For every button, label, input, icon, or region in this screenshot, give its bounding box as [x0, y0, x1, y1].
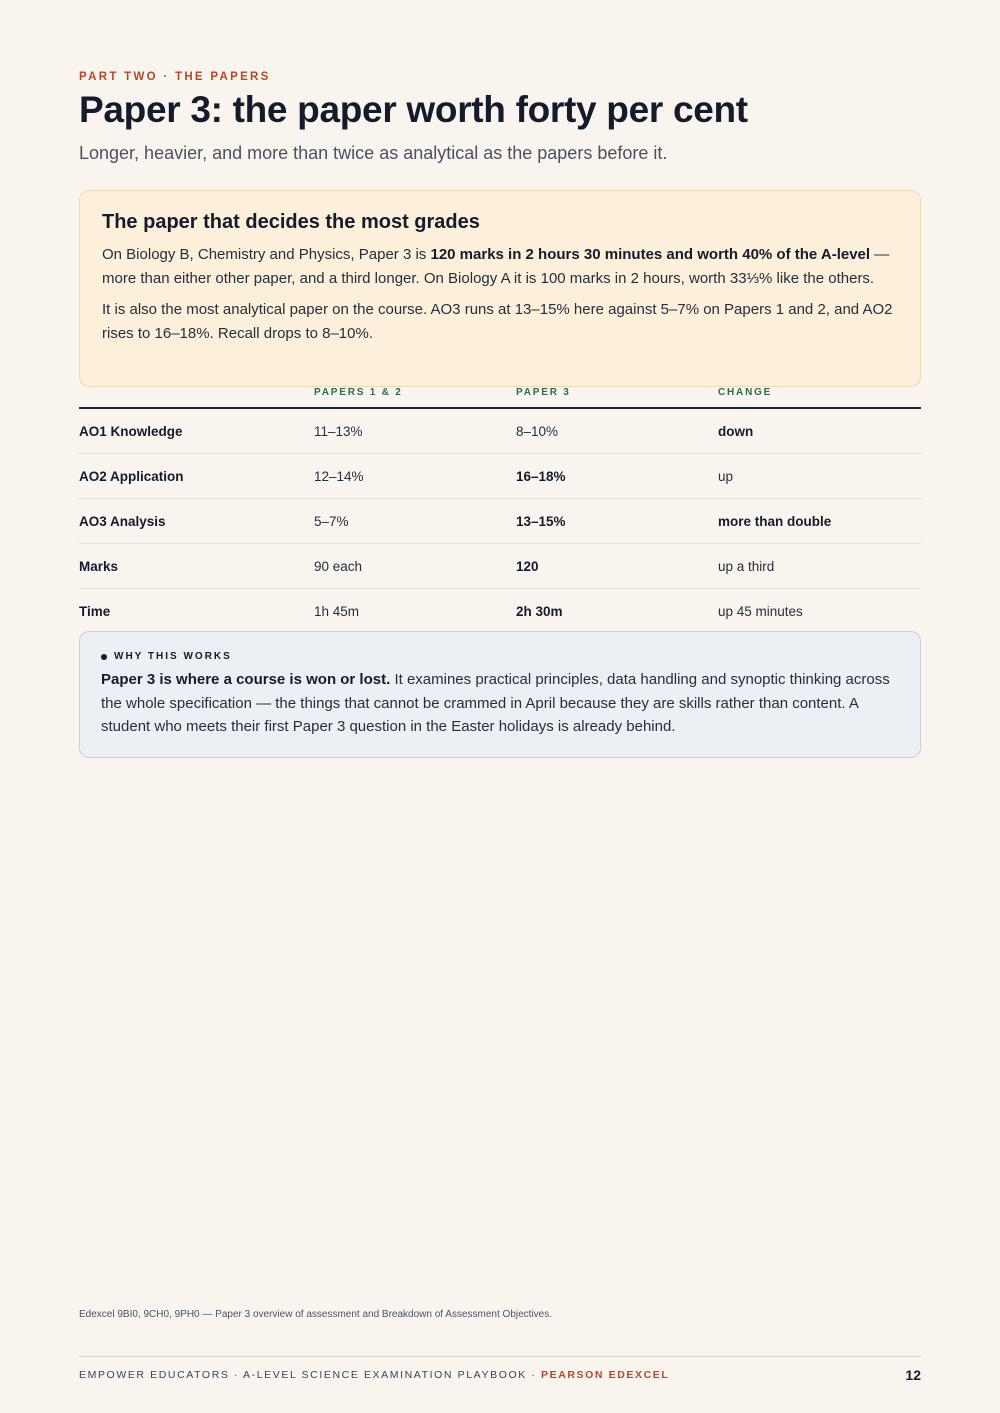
table-row — [79, 499, 921, 544]
footer-title — [79, 1369, 669, 1381]
key-fact-callout — [79, 190, 921, 387]
table-cell: down — [718, 408, 921, 454]
callout-paragraph-2: It is also the most analytical paper on the course. AO3 runs at 13–15% here against 5–7% on Papers 1 and 2, and AO2 rises to 16–18%. Recall drops to 8–10%. — [102, 301, 893, 342]
why-tag-label: WHY THIS WORKS — [114, 651, 232, 662]
bullet-dot-icon — [101, 654, 107, 660]
row-label: AO3 Analysis — [79, 499, 314, 544]
callout-text: On Biology B, Chemistry and Physics, Paper 3 is — [102, 246, 431, 263]
row-label: AO2 Application — [79, 454, 314, 499]
table-header-cell: PAPERS 1 & 2 — [314, 387, 516, 408]
why-this-works-box — [79, 631, 921, 758]
footer-brand: PEARSON EDEXCEL — [540, 1369, 670, 1381]
table-header-cell: PAPER 3 — [516, 387, 718, 408]
table-row — [79, 544, 921, 589]
callout-text: — more than either other paper, and a third longer. On Biology A it is 100 marks in 2 hours, worth 33⅓% like the others. — [102, 246, 890, 287]
table-cell: up a third — [718, 544, 921, 589]
table-header-cell: CHANGE — [718, 387, 921, 408]
page-subtitle: Longer, heavier, and more than twice as analytical as the papers before it. — [79, 143, 668, 163]
source-note: Edexcel 9BI0, 9CH0, 9PH0 — Paper 3 overview of assessment and Breakdown of Assessment Objectives. — [79, 1309, 553, 1320]
callout-emphasis: 120 marks in 2 hours 30 minutes and worth 40% of the A-level — [430, 246, 871, 263]
table-cell: 13–15% — [516, 499, 718, 544]
table-cell: up — [718, 454, 921, 499]
table-cell: 8–10% — [516, 408, 718, 454]
page-number: 12 — [905, 1367, 921, 1383]
page-footer — [79, 1367, 921, 1383]
table-cell: 11–13% — [314, 408, 516, 454]
row-label: AO1 Knowledge — [79, 408, 314, 454]
why-emphasis: Paper 3 is where a course is won or lost. — [101, 671, 391, 688]
why-paragraph — [101, 668, 899, 739]
page-title: Paper 3: the paper worth forty per cent — [79, 89, 748, 130]
row-label: Marks — [79, 544, 314, 589]
comparison-table — [79, 387, 921, 633]
table-cell: 16–18% — [516, 454, 718, 499]
table-cell: 2h 30m — [516, 603, 563, 619]
table-header-cell — [79, 387, 314, 408]
table-cell: 1h 45m — [314, 603, 360, 619]
table-row — [79, 408, 921, 454]
table-row — [79, 454, 921, 499]
section-eyebrow: PART TWO · THE PAPERS — [79, 71, 271, 83]
why-tag — [101, 651, 899, 662]
table-cell: 12–14% — [314, 454, 516, 499]
table-cell: 5–7% — [314, 499, 516, 544]
table-row — [79, 589, 921, 634]
callout-heading: The paper that decides the most grades — [102, 211, 480, 233]
footer-divider — [79, 1356, 921, 1357]
table-cell: 120 — [516, 544, 718, 589]
table-header-row — [79, 387, 921, 408]
table-cell: more than double — [718, 499, 921, 544]
table-cell: up 45 minutes — [718, 603, 803, 619]
why-text: It examines practical principles, data handling and synoptic thinking across the whole specification — the things that cannot be crammed in April because they are skills rather than content. A student who meets their first Paper 3 question in the Easter holidays is already behind. — [101, 671, 890, 735]
row-label: Time — [79, 603, 111, 619]
callout-paragraph-1 — [102, 243, 898, 290]
footer-publication: EMPOWER EDUCATORS · A-LEVEL SCIENCE EXAMINATION PLAYBOOK · — [79, 1369, 541, 1381]
table-cell: 90 each — [314, 544, 516, 589]
